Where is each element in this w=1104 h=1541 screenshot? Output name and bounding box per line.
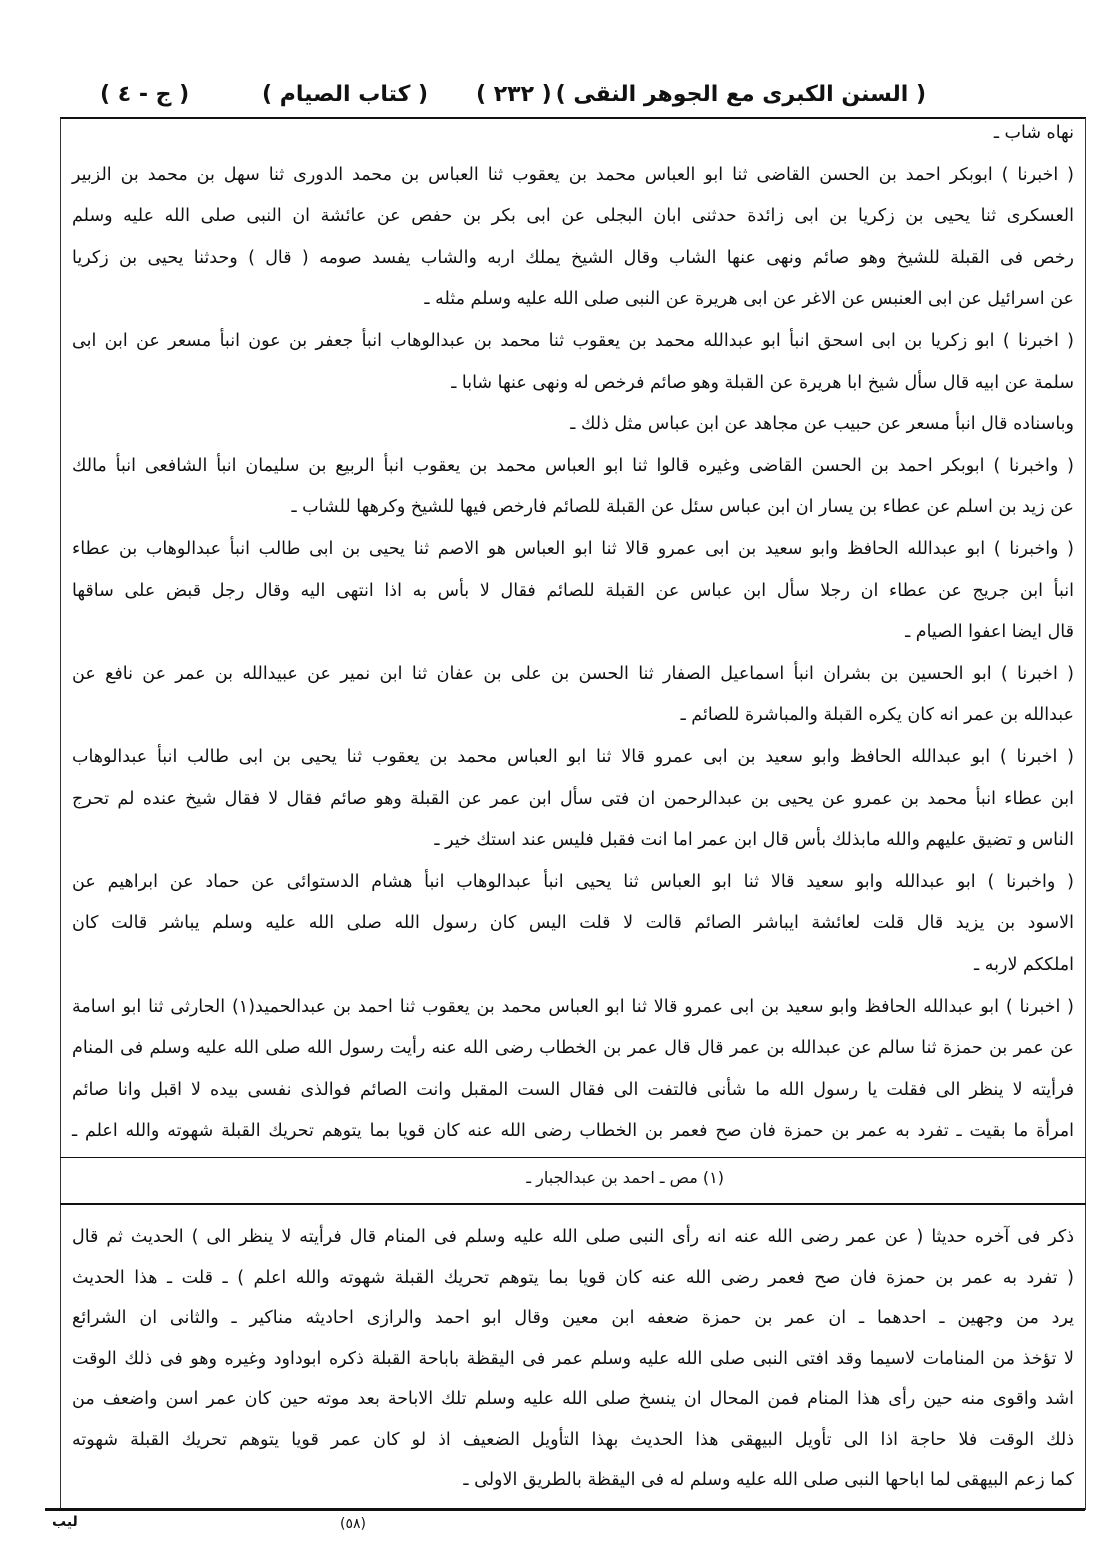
commentary-line: لا تؤخذ من المنامات لاسيما وقد افتى النبى صلى الله عليه وسلم عمر فى اليقظة باباحة القبلة ذكره ابوداود وغيره وهو فى ذلك الوقت	[72, 1348, 1074, 1369]
signature-mark: ليب	[52, 1514, 78, 1530]
text-line: نهاه شاب ـ	[993, 123, 1074, 143]
text-line: العسكرى ثنا يحيى بن زكريا بن ابى زائدة حدثنى ابان البجلى عن ابى بكر بن حفص عن عائشة ان النبى صلى الله عليه وسلم	[72, 206, 1074, 227]
text-line: امرأة ما بقيت ـ تفرد به عمر بن حمزة فان صح فعمر بن الخطاب رضى الله عنه كان قويا بما يتوهم تحريك القبلة شهوته والله اعلم ـ	[72, 1121, 1074, 1142]
commentary-rule	[60, 1203, 1086, 1205]
volume-number: ( ج - ٤ )	[100, 82, 190, 107]
text-line: عن زيد بن اسلم عن عطاء بن يسار ان ابن عباس سئل عن القبلة للصائم فارخص فيها للشيخ وكرهها للشاب ـ	[291, 497, 1074, 518]
text-line: ( واخبرنا ) ابوبكر احمد بن الحسن القاضى وغيره قالوا ثنا ابو العباس محمد بن يعقوب انبأ الربيع بن سليمان انبأ الشافعى انبأ مالك	[72, 455, 1074, 476]
left-border	[60, 118, 61, 1510]
text-line: ( واخبرنا ) ابو عبدالله الحافظ وابو سعيد بن ابى عمرو قالا ثنا ابو العباس هو الاصم ثنا يحيى بن ابى طالب انبأ عبدالوهاب بن عطاء	[72, 539, 1074, 559]
footnote: (١) مص ـ احمد بن عبدالجبار ـ	[526, 1168, 724, 1187]
text-line: ( اخبرنا ) ابوبكر احمد بن الحسن القاضى ثنا ابو العباس محمد بن يعقوب ثنا العباس بن محمد الدورى ثنا سهل بن محمد بن الزبير	[72, 164, 1074, 185]
sheet-number: (٥٨)	[340, 1516, 366, 1532]
text-line: رخص فى القبلة للشيخ وهو صائم ونهى عنها الشاب وقال الشيخ يملك اربه والشاب يفسد صومه ( قال ) وحدثنا يحيى بن زكريا	[72, 247, 1074, 268]
text-line: الناس و تضيق عليهم والله مابذلك بأس قال ابن عمر اما انت فقبل فليس عند استك خير ـ	[434, 830, 1074, 851]
text-line: ( اخبرنا ) ابو الحسين بن بشران انبأ اسماعيل الصفار ثنا الحسن بن على بن عفان ثنا ابن نمير عن عبيدالله بن عمر عن نافع عن	[72, 663, 1074, 684]
text-line: وباسناده قال انبأ مسعر عن حبيب عن مجاهد عن ابن عباس مثل ذلك ـ	[570, 414, 1074, 435]
book-title: ( السنن الكبرى مع الجوهر النقى )	[555, 82, 926, 107]
footer-rule	[45, 1508, 1085, 1511]
commentary-line: ( تفرد به عمر بن حمزة فان صح فعمر رضى الله عنه كان قويا بما يتوهم تحريك القبلة شهوته والله اعلم ) ـ قلت ـ هذا الحديث	[72, 1267, 1074, 1288]
text-line: سلمة عن ابيه قال سأل شيخ ابا هريرة عن القبلة وهو صائم فرخص له ونهى عنها شابا ـ	[451, 372, 1074, 393]
text-line: انبأ ابن جريج عن عطاء ان رجلا سأل ابن عباس عن القبلة للصائم فقال لا بأس به اذا انتهى اليه وقال رجل قبض على ساقها	[72, 580, 1074, 601]
text-line: عن اسرائيل عن ابى العنبس عن الاغر عن ابى هريرة عن النبى صلى الله عليه وسلم مثله ـ	[424, 289, 1074, 310]
commentary-line: ذكر فى آخره حديثا ( عن عمر رضى الله عنه انه رأى النبى صلى الله عليه وسلم فى المنام قال فرأيته لا ينظر الى ) الحديث ثم قال	[72, 1227, 1074, 1247]
text-line: املككم لاربه ـ	[974, 955, 1074, 975]
chapter-title: ( كتاب الصيام )	[262, 82, 429, 107]
text-line: عبدالله بن عمر انه كان يكره القبلة والمباشرة للصائم ـ	[680, 705, 1074, 726]
text-line: ( اخبرنا ) ابو زكريا بن ابى اسحق انبأ ابو عبدالله محمد بن يعقوب ثنا محمد بن عبدالوهاب انبأ جعفر بن عون انبأ مسعر عن ابن ابى	[72, 331, 1074, 351]
text-line: ( اخبرنا ) ابو عبدالله الحافظ وابو سعيد بن ابى عمرو قالا ثنا ابو العباس محمد بن يعقوب ثنا يحيى بن ابى طالب انبأ عبدالوهاب	[72, 747, 1074, 767]
commentary-line: كما زعم البيهقى لما اباحها النبى صلى الله عليه وسلم له فى اليقظة بالطريق الاولى ـ	[463, 1470, 1074, 1490]
footnote-rule	[60, 1157, 1086, 1158]
commentary-line: اشد واقوى منه حين رأى هذا المنام فمن المحال ان ينسخ صلى الله عليه وسلم تلك الاباحة بعد موته حين كان عمر اسن واضعف من	[72, 1389, 1074, 1409]
text-line: ( واخبرنا ) ابو عبدالله وابو سعيد قالا ثنا ابو العباس ثنا يحيى انبأ عبدالوهاب انبأ هشام الدستوائى عن حماد عن ابراهيم عن	[72, 871, 1074, 892]
page-number: ( ٢٣٢ )	[476, 82, 552, 107]
right-border	[1085, 118, 1086, 1510]
text-line: قال ايضا اعفوا الصيام ـ	[905, 622, 1074, 643]
commentary-line: ذلك الوقت فلا حاجة اذا الى تأويل البيهقى هذا الحديث بهذا التأويل الضعيف اذ لو كان عمر قويا يتوهم تحريك القبلة شهوته	[72, 1429, 1074, 1450]
text-line: فرأيته لا ينظر الى فقلت يا رسول الله ما شأنى فالتفت الى فقال الست المقبل وانت الصائم فوالذى نفسى بيده لا اقبل وانا صائم	[72, 1079, 1074, 1100]
text-line: عن عمر بن حمزة ثنا سالم عن عبدالله بن عمر قال قال عمر بن الخطاب رضى الله عنه رأيت رسول الله صلى الله عليه وسلم فى المنام	[72, 1038, 1074, 1059]
commentary-line: يرد من وجهين ـ احدهما ـ ان عمر بن حمزة ضعفه ابن معين وقال ابو احمد والرازى احاديثه مناكير ـ والثانى ان الشرائع	[72, 1308, 1074, 1328]
text-line: ابن عطاء انبأ محمد بن عمرو عن يحيى بن عبدالرحمن ان فتى سأل ابن عمر عن القبلة وهو صائم فقال لا فقال شيخ عنده لم تحرج	[72, 788, 1074, 809]
text-line: ( اخبرنا ) ابو عبدالله الحافظ وابو سعيد بن ابى عمرو قالا ثنا ابو العباس محمد بن يعقوب ثنا احمد بن عبدالحميد(١) الحارثى ثنا ابو اسامة	[72, 996, 1074, 1017]
text-line: الاسود بن يزيد قال قلت لعائشة ايباشر الصائم قالت لا قلت اليس كان رسول الله صلى الله عليه وسلم يباشر قالت كان	[72, 913, 1074, 934]
